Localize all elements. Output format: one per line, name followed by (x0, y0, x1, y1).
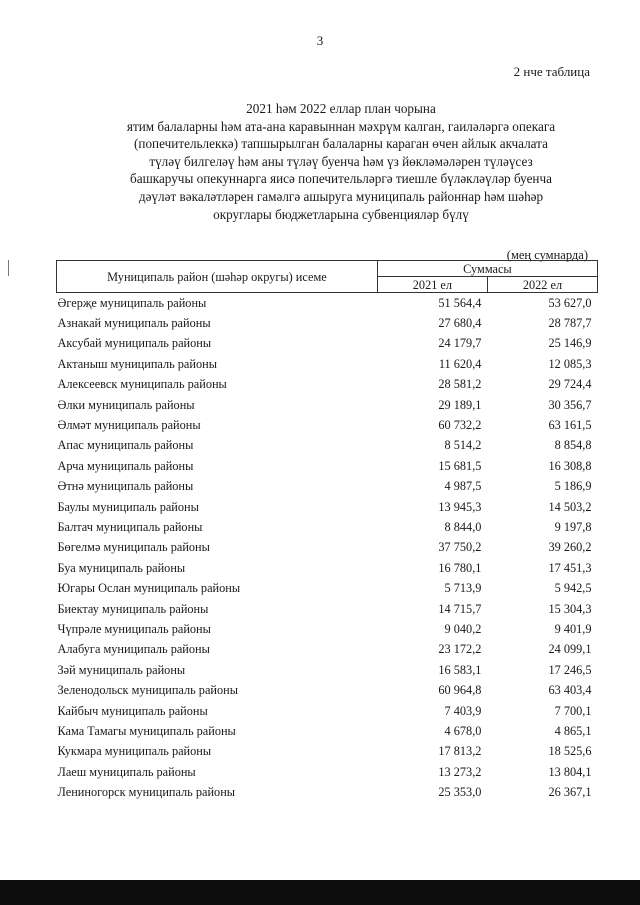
table-row (57, 477, 598, 497)
district-name: Әтнә муниципаль районы (57, 479, 194, 494)
value-2021: 28 581,2 (438, 377, 482, 392)
district-name: Балтач муниципаль районы (57, 519, 203, 534)
column-header-2022: 2022 ел (487, 277, 597, 293)
district-name: Буа муниципаль районы (57, 560, 186, 575)
value-2022: 63 403,4 (548, 683, 592, 698)
table-label: 2 нче таблица (513, 64, 590, 79)
district-name: Лаеш муниципаль районы (57, 764, 196, 779)
title-line: дәүләт вәкаләтләрен гамәлгә ашыруга муниципаль районнар һәм шәһәр (138, 188, 544, 204)
district-name: Кама Тамагы муниципаль районы (57, 723, 236, 738)
value-2022: 63 161,5 (548, 418, 592, 433)
scan-artifact (8, 260, 9, 276)
district-name: Алексеевск муниципаль районы (57, 377, 227, 392)
subvention-table (56, 260, 598, 803)
district-name: Әлки муниципаль районы (57, 397, 195, 412)
value-2022: 5 942,5 (554, 581, 592, 596)
district-name: Баулы муниципаль районы (57, 499, 199, 514)
district-name: Чүпрәле муниципаль районы (57, 621, 211, 636)
district-name: Лениногорск муниципаль районы (57, 785, 236, 800)
table-row (57, 334, 598, 354)
table-row (57, 313, 598, 333)
value-2021: 60 964,8 (438, 683, 482, 698)
value-2022: 5 186,9 (554, 479, 592, 494)
district-name: Арча муниципаль районы (57, 458, 194, 473)
value-2021: 17 813,2 (438, 744, 482, 759)
value-2022: 17 246,5 (548, 662, 592, 677)
value-2022: 9 197,8 (554, 519, 592, 534)
table-row (57, 354, 598, 374)
district-name: Югары Ослан муниципаль районы (57, 581, 241, 596)
value-2021: 37 750,2 (438, 540, 482, 555)
value-2021: 24 179,7 (438, 336, 482, 351)
district-name: Апас муниципаль районы (57, 438, 194, 453)
title-line: (попечительлеккә) тапшырылган балаларны караган өчен айлык акчалата (134, 136, 548, 152)
table-row (57, 538, 598, 558)
value-2022: 28 787,7 (548, 316, 592, 331)
value-2021: 25 353,0 (438, 785, 482, 800)
column-header-2021: 2021 ел (377, 277, 487, 293)
table-row (57, 375, 598, 395)
value-2021: 13 945,3 (438, 499, 482, 514)
table-row (57, 293, 598, 314)
value-2021: 27 680,4 (438, 316, 482, 331)
district-name: Зәй муниципаль районы (57, 662, 186, 677)
value-2022: 13 804,1 (548, 764, 592, 779)
table-row (57, 782, 598, 802)
value-2021: 4 987,5 (444, 479, 482, 494)
district-name: Актаныш муниципаль районы (57, 356, 217, 371)
column-header-name: Муниципаль район (шәһәр округы) исеме (57, 261, 378, 293)
value-2021: 11 620,4 (438, 356, 482, 371)
table-row (57, 742, 598, 762)
value-2021: 9 040,2 (444, 621, 482, 636)
value-2021: 13 273,2 (438, 764, 482, 779)
table-row (57, 640, 598, 660)
district-name: Әгерҗе муниципаль районы (57, 295, 207, 310)
district-name: Зеленодольск муниципаль районы (57, 683, 238, 698)
value-2021: 16 583,1 (438, 662, 482, 677)
value-2022: 14 503,2 (548, 499, 592, 514)
title-line: башкаручы опекуннарга яисә попечительләргә тиешле бүләкләүләр буенча (130, 171, 552, 187)
district-name: Азнакай муниципаль районы (57, 316, 211, 331)
district-name: Кукмара муниципаль районы (57, 744, 212, 759)
title-line: ятим балаларны һәм ата-ана каравыннан мәхрүм калган, гаиләләргә опекага (126, 118, 556, 134)
table-row (57, 660, 598, 680)
value-2021: 23 172,2 (438, 642, 482, 657)
value-2022: 24 099,1 (548, 642, 592, 657)
value-2021: 60 732,2 (438, 418, 482, 433)
title-line: 2021 һәм 2022 еллар план чорына (246, 101, 436, 116)
value-2021: 5 713,9 (444, 581, 482, 596)
value-2021: 8 844,0 (444, 519, 482, 534)
table-row (57, 680, 598, 700)
value-2022: 53 627,0 (548, 295, 592, 310)
table-row (57, 599, 598, 619)
scan-border (0, 880, 640, 905)
value-2022: 26 367,1 (548, 785, 592, 800)
column-header-sum: Суммасы (377, 261, 597, 277)
table-row (57, 701, 598, 721)
table-row (57, 517, 598, 537)
title-line: түләү билгеләү һәм аны түләү буенча һәм үз йөкләмәләрен түләүсез (149, 153, 533, 169)
district-name: Әлмәт муниципаль районы (57, 418, 201, 433)
value-2021: 16 780,1 (438, 560, 482, 575)
table-row (57, 456, 598, 476)
district-name: Кайбыч муниципаль районы (57, 703, 208, 718)
district-name: Бөгелмә муниципаль районы (57, 540, 210, 555)
table-row (57, 497, 598, 517)
table-row (57, 436, 598, 456)
value-2021: 4 678,0 (444, 723, 482, 738)
value-2022: 17 451,3 (548, 560, 592, 575)
table-row (57, 578, 598, 598)
value-2022: 25 146,9 (548, 336, 592, 351)
value-2021: 7 403,9 (444, 703, 482, 718)
table-row (57, 558, 598, 578)
table-row (57, 415, 598, 435)
table-row (57, 762, 598, 782)
district-name: Биектау муниципаль районы (57, 601, 209, 616)
value-2021: 15 681,5 (438, 458, 482, 473)
district-name: Аксубай муниципаль районы (57, 336, 212, 351)
value-2022: 12 085,3 (548, 356, 592, 371)
document-title (70, 100, 612, 223)
value-2022: 8 854,8 (554, 438, 592, 453)
table-row (57, 619, 598, 639)
table-row (57, 721, 598, 741)
title-line: округлары бюджетларына субвенцияләр бүлү (213, 206, 469, 222)
district-name: Алабуга муниципаль районы (57, 642, 210, 657)
table-body (57, 293, 598, 803)
page-number: 3 (316, 33, 324, 48)
value-2021: 51 564,4 (438, 295, 482, 310)
units-note: (мең сумнарда) (506, 248, 588, 262)
value-2021: 29 189,1 (438, 397, 482, 412)
value-2022: 18 525,6 (548, 744, 592, 759)
value-2022: 39 260,2 (548, 540, 592, 555)
value-2021: 8 514,2 (444, 438, 482, 453)
value-2022: 16 308,8 (548, 458, 592, 473)
value-2022: 9 401,9 (554, 621, 592, 636)
value-2022: 30 356,7 (548, 397, 592, 412)
value-2022: 29 724,4 (548, 377, 592, 392)
value-2022: 15 304,3 (548, 601, 592, 616)
table-row (57, 395, 598, 415)
value-2022: 7 700,1 (554, 703, 592, 718)
value-2021: 14 715,7 (438, 601, 482, 616)
value-2022: 4 865,1 (554, 723, 592, 738)
